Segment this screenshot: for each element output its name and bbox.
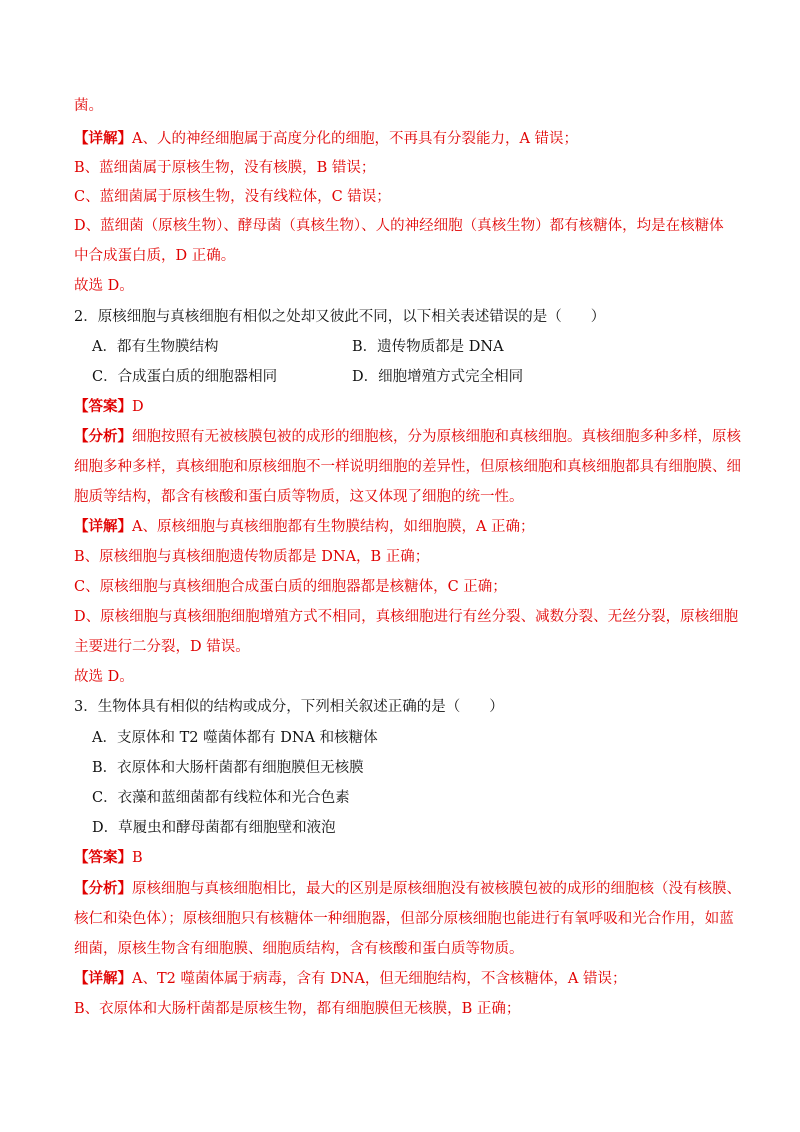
q2-stem: 2．原核细胞与真核细胞有相似之处却又彼此不同，以下相关表述错误的是（ ） [74, 309, 606, 325]
q1-detail-d-line2: 中合成蛋白质，D 正确。 [74, 248, 236, 264]
q2-detail-d-line1: D、原核细胞与真核细胞细胞增殖方式不相同，真核细胞进行有丝分裂、减数分裂、无丝分裂，原核细胞 [74, 609, 739, 625]
answer-value: B [132, 850, 143, 866]
q1-conclusion: 故选 D。 [74, 278, 134, 294]
q2-detail-c: C、原核细胞与真核细胞合成蛋白质的细胞器都是核糖体，C 正确； [74, 579, 507, 595]
q2-detail-b: B、原核细胞与真核细胞遗传物质都是 DNA，B 正确； [74, 549, 430, 565]
q2-answer: 【答案】D [74, 398, 144, 415]
q3-stem: 3．生物体具有相似的结构或成分，下列相关叙述正确的是（ ） [74, 699, 504, 715]
answer-value: D [132, 399, 144, 415]
q3-option-d: D．草履虫和酵母菌都有细胞壁和液泡 [92, 820, 336, 836]
detail-tag: 【详解】 [74, 130, 132, 147]
q3-option-c: C．衣藻和蓝细菌都有线粒体和光合色素 [92, 790, 350, 806]
q3-answer: 【答案】B [74, 849, 143, 866]
q2-analysis-line3: 胞质等结构，都含有核酸和蛋白质等物质，这又体现了细胞的统一性。 [74, 489, 524, 505]
q2-analysis-line2: 细胞多种多样，真核细胞和原核细胞不一样说明细胞的差异性，但原核细胞和真核细胞都具有细胞膜、细 [74, 459, 741, 475]
q1-fragment: 菌。 [74, 98, 103, 114]
q3-analysis-line3: 细菌，原核生物含有细胞膜、细胞质结构，含有核酸和蛋白质等物质。 [74, 941, 524, 957]
q2-option-c: C．合成蛋白质的细胞器相同 [92, 369, 278, 385]
q3-analysis-line2: 核仁和染色体）；原核细胞只有核糖体一种细胞器，但部分原核细胞也能进行有氧呼吸和光合作用，如蓝 [74, 911, 734, 927]
q3-detail-a: 【详解】A、T2 噬菌体属于病毒，含有 DNA，但无细胞结构，不含核糖体，A 错误； [74, 970, 627, 987]
q1-detail-a: 【详解】A、人的神经细胞属于高度分化的细胞，不再具有分裂能力，A 错误； [74, 130, 579, 147]
q3-option-b: B．衣原体和大肠杆菌都有细胞膜但无核膜 [92, 760, 364, 776]
q3-option-a: A．支原体和 T2 噬菌体都有 DNA 和核糖体 [92, 730, 378, 746]
q3-analysis-line1: 【分析】原核细胞与真核细胞相比，最大的区别是原核细胞没有被核膜包被的成形的细胞核（没有核膜、 [74, 880, 741, 897]
q2-analysis-line1: 【分析】细胞按照有无被核膜包被的成形的细胞核，分为原核细胞和真核细胞。真核细胞多种多样，原核 [74, 428, 741, 445]
q2-detail-a: 【详解】A、原核细胞与真核细胞都有生物膜结构，如细胞膜，A 正确； [74, 518, 535, 535]
q2-option-b: B．遗传物质都是 DNA [352, 339, 504, 355]
q1-detail-d-line1: D、蓝细菌（原核生物）、酵母菌（真核生物）、人的神经细胞（真核生物）都有核糖体，均是在核糖体 [74, 218, 724, 234]
q2-option-a: A．都有生物膜结构 [92, 339, 219, 355]
q2-option-d: D．细胞增殖方式完全相同 [352, 369, 524, 385]
q1-detail-b: B、蓝细菌属于原核生物，没有核膜，B 错误； [74, 160, 376, 176]
q1-detail-c: C、蓝细菌属于原核生物，没有线粒体，C 错误； [74, 189, 391, 205]
q2-conclusion: 故选 D。 [74, 669, 134, 685]
q3-detail-b: B、衣原体和大肠杆菌都是原核生物，都有细胞膜但无核膜，B 正确； [74, 1001, 521, 1017]
q2-detail-d-line2: 主要进行二分裂，D 错误。 [74, 639, 250, 655]
